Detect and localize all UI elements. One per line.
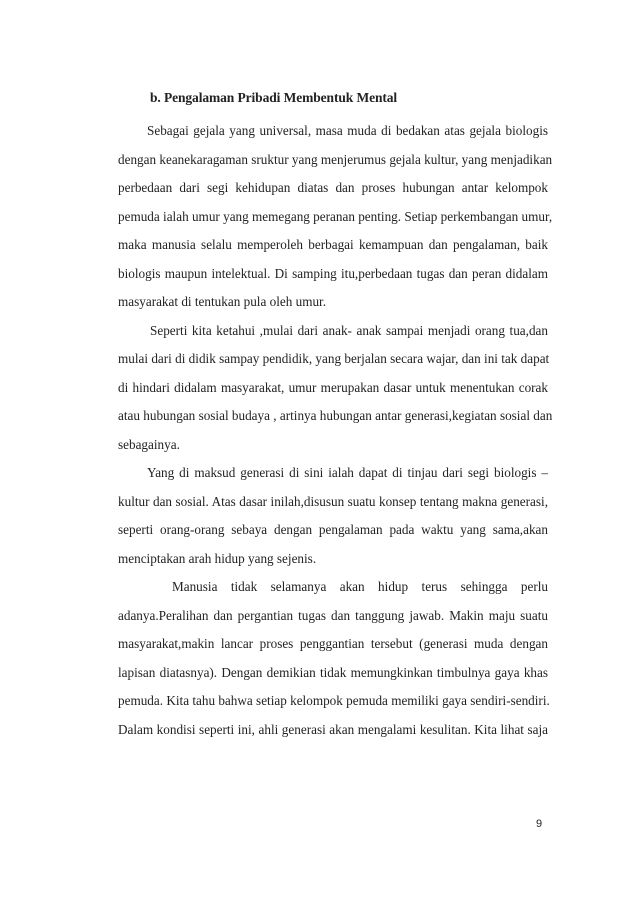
page-number: 9 bbox=[536, 818, 543, 830]
paragraph-1-line-1: Sebagai gejala yang universal, masa muda di bedakan atas gejala biologis bbox=[147, 123, 548, 138]
paragraph-1-line-3: perbedaan dari segi kehidupan diatas dan proses hubungan antar kelompok bbox=[118, 180, 548, 195]
paragraph-1-line-4: pemuda ialah umur yang memegang peranan penting. Setiap perkembangan umur, bbox=[118, 208, 553, 224]
body-text bbox=[118, 117, 553, 744]
paragraph-2-line-1: Seperti kita ketahui ,mulai dari anak- anak sampai menjadi orang tua,dan bbox=[150, 322, 548, 338]
paragraph-4-line-2: adanya.Peralihan dan pergantian tugas dan tanggung jawab. Makin maju suatu bbox=[118, 607, 548, 623]
paragraph-3-line-2: kultur dan sosial. Atas dasar inilah,disusun suatu konsep tentang makna generasi, bbox=[118, 493, 548, 509]
paragraph-2-line-5: sebagainya. bbox=[118, 436, 180, 452]
paragraph-3-line-1: Yang di maksud generasi di sini ialah dapat di tinjau dari segi biologis – bbox=[147, 465, 548, 480]
paragraph-2-line-2: mulai dari di didik sampay pendidik, yang berjalan secara wajar, dan ini tak dapat bbox=[118, 351, 550, 366]
paragraph-4-line-6: Dalam kondisi seperti ini, ahli generasi akan mengalami kesulitan. Kita lihat saja bbox=[118, 721, 548, 737]
paragraph-1-line-6: biologis maupun intelektual. Di samping itu,perbedaan tugas dan peran didalam bbox=[118, 265, 548, 281]
paragraph-2-line-4: atau hubungan sosial budaya , artinya hubungan antar generasi,kegiatan sosial dan bbox=[118, 408, 553, 423]
section-heading: b. Pengalaman Pribadi Membentuk Mental bbox=[150, 90, 398, 105]
paragraph-4-line-3: masyarakat,makin lancar proses penggantian tersebut (generasi muda dengan bbox=[118, 636, 548, 651]
paragraph-3-line-4: menciptakan arah hidup yang sejenis. bbox=[118, 550, 317, 566]
paragraph-1-line-5: maka manusia selalu memperoleh berbagai kemampuan dan pengalaman, baik bbox=[118, 237, 548, 252]
paragraph-4-line-1: Manusia tidak selamanya akan hidup terus sehingga perlu bbox=[172, 579, 548, 594]
paragraph-1-line-2: dengan keanekaragaman sruktur yang menjerumus gejala kultur, yang menjadikan bbox=[118, 151, 553, 167]
paragraph-2-line-3: di hindari didalam masyarakat, umur merupakan dasar untuk menentukan corak bbox=[118, 379, 548, 395]
paragraph-1-line-7: masyarakat di tentukan pula oleh umur. bbox=[118, 294, 327, 309]
paragraph-4-line-5: pemuda. Kita tahu bahwa setiap kelompok pemuda memiliki gaya sendiri-sendiri. bbox=[118, 693, 550, 708]
paragraph-4-line-4: lapisan diatasnya). Dengan demikian tidak memungkinkan timbulnya gaya khas bbox=[118, 664, 548, 680]
paragraph-3-line-3: seperti orang-orang sebaya dengan pengalaman pada waktu yang sama,akan bbox=[118, 522, 548, 537]
